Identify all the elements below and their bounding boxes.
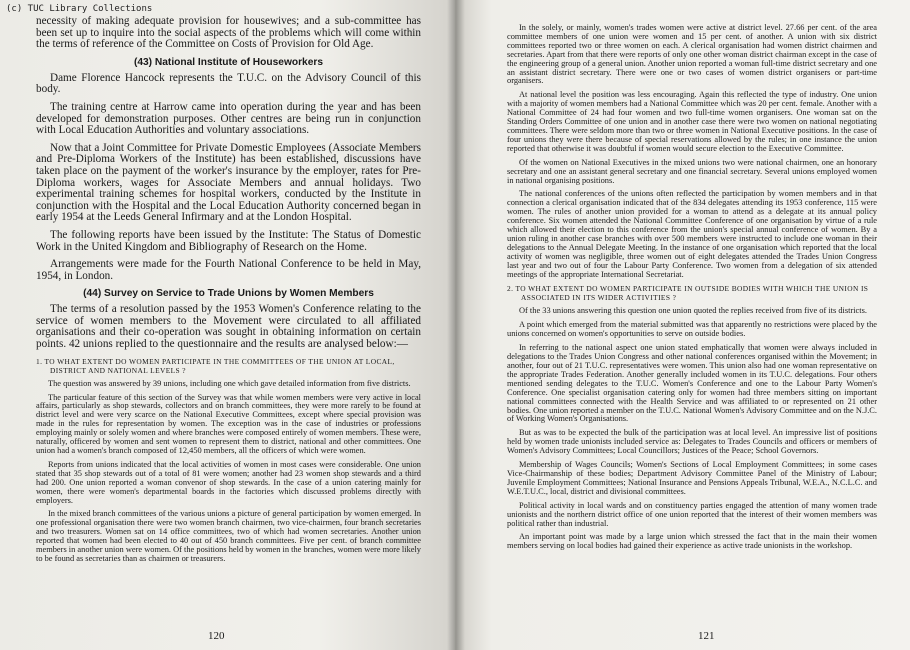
paragraph: At national level the position was less encouraging. Again this reflected the type of industry. One union with a majority of women members had a National Committee which was 20 per cent. female. Another with a National Committee of 24 had four women and two full-time women organisers. One woman sat on the Standing Orders Committee of one union and in another case there were two women on national negotiating committees. There were seldom more than two or three women in National Executive positions. In the case of four unions they were there because of special reservations allowed by the rules; in one instance the union reported that otherwise it was doubtful if women would secure election to the Executive Committee. [507,90,877,153]
section-heading-44: (44) Survey on Service to Trade Unions by Women Members [83,288,374,300]
paragraph: The terms of a resolution passed by the 1953 Women's Conference relating to the service of women members to the Movement were circulated to all affiliated organisations and their co-operation was sought in obtaining information on certain points. 42 unions replied to the questionnaire and the results are analysed below:— [36,303,421,351]
paragraph: In the mixed branch committees of the various unions a picture of general participation by women emerged. In one professional organisation there were two women branch chairmen, two vice-chairmen, four branch secretaries and two treasurers. Women sat on 14 office committees, two of which had women secretaries. Another union reported that women had been elected to 40 out of 450 branch committees. Five per cent. of branch committee members in another union were women. Of the positions held by women in the branches, women were more likely to be found as secretaries than as chairmen or treasurers. [36,509,421,563]
section-heading-43: (43) National Institute of Houseworkers [133,56,324,68]
survey-question-2: 2. TO WHAT EXTENT DO WOMEN PARTICIPATE IN OUTSIDE BODIES WITH WHICH THE UNION IS ASSOCIATED IN ITS WIDER ACTIVITIES ? [507,284,869,303]
paragraph: In referring to the national aspect one union stated emphatically that women were always included in delegations to the Trades Union Congress and other national conferences organised within the Movement; in another, four out of 21 T.U.C. representatives were women. This union also had one woman representative on the appropriate Trades Federation. Another generally included women in its T.U.C. delegations. Four others mentioned sending delegates to the T.U.C. Women's Conference and one to the Labour Party Women's Conference. One specialist organisation catering only for women had three members sitting on important national committees connected with the Health Service and was affiliated to or represented on 21 other bodies. One union reported a member on the T.U.C. National Women's Advisory Committee and on the N.J.C. of Working Women's Organisations. [507,343,877,424]
paragraph: An important point was made by a large union which stressed the fact that in the main their women members serving on local bodies had gained their experience as active trade unionists in the workshop. [507,532,877,551]
paragraph: Political activity in local wards and on constituency parties engaged the attention of many women trade unionists and the northern district office of one union reported that the interest of their women members was political rather than industrial. [507,500,877,528]
left-small-text [36,357,421,564]
page-number: 121 [698,630,715,642]
page-number: 120 [208,630,225,642]
paragraph: The question was answered by 39 unions, including one which gave detailed information from five districts. [48,378,411,388]
paragraph: Of the 33 unions answering this question one union quoted the replies received from five of its districts. [519,306,867,316]
right-page [455,0,910,650]
paragraph: Reports from unions indicated that the local activities of women in most cases were considerable. One union stated that 35 shop stewards out of a total of 81 were women; another had 23 women shop stewards and a third had 200. One union reported a woman convenor of shop stewards. In the case of a union catering mainly for women, there were women's departmental boards in the factories which discussed problems directly with employers. [36,459,421,505]
paragraph: necessity of making adequate provision for housewives; and a sub-committee has been set up to inquire into the social aspects of the problems which will come within the terms of reference of the Committee on Costs of Provision for Old Age. [36,16,421,51]
paragraph: Now that a Joint Committee for Private Domestic Employees (Associate Members and Pre-Diploma Workers of the Institute) has been established, discussions have taken place on the payment of the worker's insurance by the employer, rates for Pre-Diploma workers, wages for Associate Members and annual holidays. Two experimental training schemes for hospital workers, conducted by the Institute in conjunction with the Hospital and the Local Education Authority concerned began in early 1954 at the Leeds General Infirmary and at the London Hospital. [36,141,421,224]
book-gutter-shadow [447,0,465,650]
paragraph: In the solely, or mainly, women's trades women were active at district level. 27.66 per cent. of the area committee members of one union were women and 15 per cent. of another. A union with six district committees reported two or three women on each. A clerical organisation had women district chairmen and secretaries. Apart from that there were reports of only one other woman district chairman except in the case of the engineering group of a general union. Another union reported a woman full-time district secretary and one an assistant district secretary. There were one or two cases of women district organisers or part-time organisers. [507,24,877,86]
survey-question-1: 1. TO WHAT EXTENT DO WOMEN PARTICIPATE IN THE COMMITTEES OF THE UNION AT LOCAL, DISTRICT AND NATIONAL LEVELS ? [36,356,395,375]
paragraph: The following reports have been issued by the Institute: The Status of Domestic Work in the United Kingdom and Bibliography of Research on the Home. [36,228,421,253]
paragraph: The national conferences of the unions often reflected the participation by women members and in that connection a clerical organisation indicated that of the 834 delegates attending its 1953 conference, 115 were women. The rules of another union provided for a woman to attend as a delegate at its annual policy conference. Six women attended the National Committee Conference of one organisation by virtue of a rule which allowed their election to this conference from the union's special annual conference of women. By a union ruling in another case branches with over 500 members were instructed to include one woman in their delegations to the Annual Delegate Meeting. In the instance of one organisation which reported that the local activity of women was negligible, three women out of eight delegates attended the Trades Union Congress last year and two out of four the Labour Party Conference. Two women from a delegation of six attended meetings of the appropriate International Secretariat. [507,189,877,279]
paragraph: Of the women on National Executives in the mixed unions two were national chairmen, one an honorary secretary and one an assistant general secretary and one financial secretary. Several unions employed women in national organising positions. [507,157,877,185]
paragraph: A point which emerged from the material submitted was that apparently no restrictions were placed by the unions concerned on women's opportunities to serve on outside bodies. [507,320,877,339]
paragraph: The training centre at Harrow came into operation during the year and has been developed for demonstration purposes. Other centres are being run in conjunction with Local Education Authorities and voluntary associations. [36,100,421,137]
paragraph: Membership of Wages Councils; Women's Sections of Local Employment Committees; in some cases Vice-Chairmanship of these bodies; Department Advisory Committee Panel of the Ministry of Labour; Juvenile Employment Committees; National Insurance and Pensions Appeals Tribunal, W.E.A., N.C.L.C. and W.E.T.U.C., local, district and divisional committees. [507,460,877,496]
left-page-body [36,16,421,619]
left-large-text [36,16,421,351]
paragraph: Arrangements were made for the Fourth National Conference to be held in May, 1954, in London. [36,258,421,282]
right-page-body [507,24,877,622]
paragraph: But as was to be expected the bulk of the participation was at local level. An impressive list of positions held by women trade unionists included service as: Delegates to Trades Councils and officers or members of Women's Advisory Committees; Local Councillors; Justices of the Peace; School Governors. [507,428,877,456]
paragraph: The particular feature of this section of the Survey was that while women members were very active in local affairs, particularly as shop stewards, collectors and on branch committees, they were more rarely to be found at district level and were very scarce on the National Executive Committees, except where special provision was made in the rules for representation by women. The exception was in the case of industries or professions employing mainly or solely women and where branches were composed entirely of women members. These were, naturally, officered by women and sent women to represent them to district, national and other committees. One union had a women's branch composed of 12,450 members, all the officers of which were women. [36,392,421,455]
copyright-watermark: (c) TUC Library Collections [6,4,153,14]
paragraph: Dame Florence Hancock represents the T.U.C. on the Advisory Council of this body. [36,71,421,96]
